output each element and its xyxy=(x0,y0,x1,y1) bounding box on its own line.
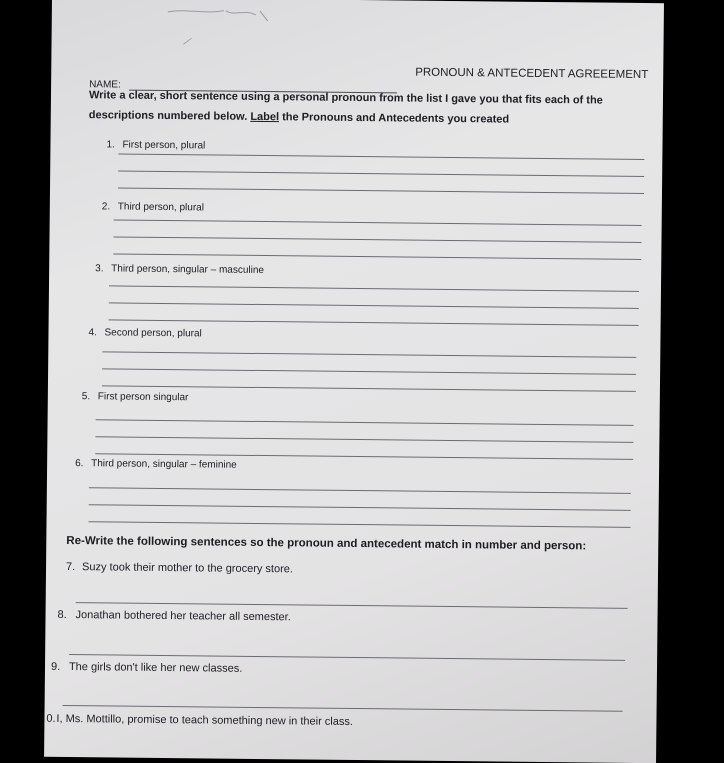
rewrite-sentence: Jonathan bothered her teacher all semester. xyxy=(75,609,291,624)
description-number: 3. xyxy=(95,263,104,275)
answer-line[interactable] xyxy=(89,487,631,494)
answer-line[interactable] xyxy=(109,285,639,292)
answer-line[interactable] xyxy=(63,705,623,712)
answer-line[interactable] xyxy=(113,253,641,260)
description-number: 2. xyxy=(101,201,111,213)
worksheet-title: PRONOUN & ANTECEDENT AGREEEMENT xyxy=(415,66,649,82)
rewrite-number: 9. xyxy=(50,660,61,673)
rewrite-sentence: Suzy took their mother to the grocery store. xyxy=(81,561,294,576)
description-number: 5. xyxy=(81,391,91,403)
answer-line[interactable] xyxy=(114,236,642,243)
answer-line[interactable] xyxy=(109,302,639,309)
description-text: Third person, plural xyxy=(117,201,205,214)
instructions-label-word: Label xyxy=(250,110,280,124)
answer-line[interactable] xyxy=(118,153,644,160)
answer-line[interactable] xyxy=(95,436,633,443)
answer-line[interactable] xyxy=(89,504,631,511)
answer-line[interactable] xyxy=(69,654,625,661)
description-text: Third person, singular – masculine xyxy=(111,263,265,277)
instructions-line-1: Write a clear, short sentence using a personal pronoun from the list I gave you that fits each of the xyxy=(88,89,603,107)
description-text: Third person, singular – feminine xyxy=(91,458,237,471)
description-text: First person singular xyxy=(97,391,189,404)
answer-line[interactable] xyxy=(118,170,644,177)
answer-line[interactable] xyxy=(102,368,636,375)
instructions-line-2 xyxy=(89,109,509,125)
rewrite-heading: Re-Write the following sentences so the pronoun and antecedent match in number and person: xyxy=(66,534,587,553)
description-number: 1. xyxy=(106,139,115,151)
instructions-line-2-start: descriptions numbered below. xyxy=(88,109,248,123)
answer-line[interactable] xyxy=(96,419,634,426)
instructions-line-2-end: the Pronouns and Antecedents you created xyxy=(282,111,510,126)
description-number: 4. xyxy=(88,327,97,339)
worksheet-paper xyxy=(44,0,664,763)
name-label: NAME: xyxy=(89,79,121,91)
rewrite-sentence: I, Ms. Mottillo, promise to teach something new in their class. xyxy=(56,712,354,728)
rewrite-number: 8. xyxy=(57,608,67,621)
description-text: Second person, plural xyxy=(104,327,202,340)
rewrite-number: 7. xyxy=(65,560,76,574)
answer-line[interactable] xyxy=(102,385,636,392)
answer-line[interactable] xyxy=(102,351,636,358)
answer-line[interactable] xyxy=(114,219,642,226)
rewrite-sentence: The girls don't like her new classes. xyxy=(68,661,243,675)
answer-line[interactable] xyxy=(118,187,644,194)
pencil-scribble xyxy=(163,2,284,53)
answer-line[interactable] xyxy=(76,602,628,609)
answer-line[interactable] xyxy=(89,521,631,528)
answer-line[interactable] xyxy=(109,319,639,326)
description-text: First person, plural xyxy=(122,139,206,152)
description-number: 6. xyxy=(75,458,84,470)
rewrite-number: 0. xyxy=(46,712,56,725)
